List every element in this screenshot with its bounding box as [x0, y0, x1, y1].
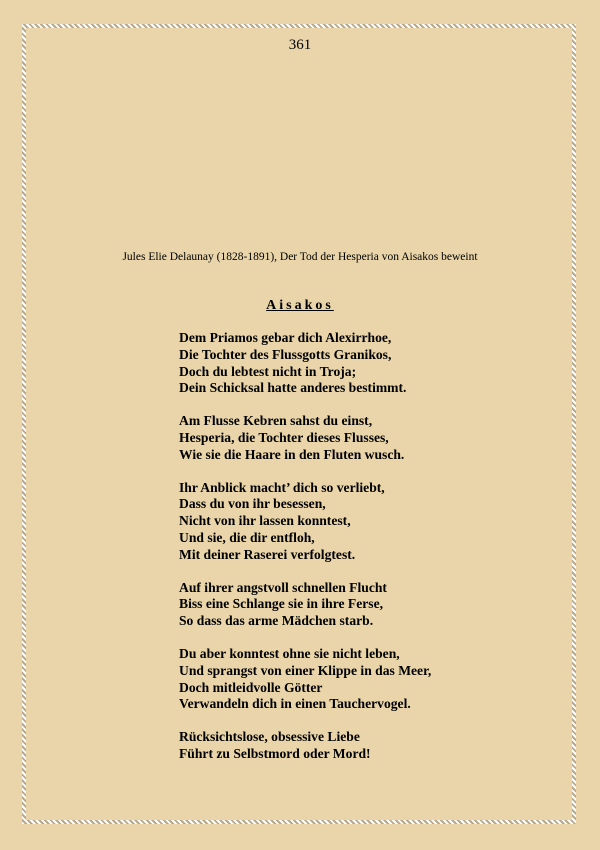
- poem-line: Hesperia, die Tochter dieses Flusses,: [179, 429, 389, 445]
- poem-line: Du aber konntest ohne sie nicht leben,: [179, 645, 400, 661]
- poem-line: Ihr Anblick macht’ dich so verliebt,: [179, 479, 385, 495]
- poem-line: Doch du lebtest nicht in Troja;: [179, 363, 357, 379]
- poem-title: Aisakos: [266, 298, 334, 313]
- poem-line: Dein Schicksal hatte anderes bestimmt.: [179, 380, 407, 396]
- page-number: 361: [288, 37, 312, 53]
- poem-line: Verwandeln dich in einen Tauchervogel.: [179, 696, 411, 712]
- poem-line: Dem Priamos gebar dich Alexirrhoe,: [179, 330, 392, 345]
- poem-line: Doch mitleidvolle Götter: [179, 679, 323, 695]
- poem-line: Die Tochter des Flussgotts Granikos,: [179, 346, 392, 362]
- stanza: [179, 729, 559, 763]
- poem-line: So dass das arme Mädchen starb.: [179, 613, 374, 629]
- poem-line: Am Flusse Kebren sahst du einst,: [179, 413, 373, 429]
- poem-line: Rücksichtslose, obsessive Liebe: [179, 729, 360, 745]
- poem-line: Und sprangst von einer Klippe in das Meer,: [179, 662, 432, 678]
- poem-line: Führt zu Selbstmord oder Mord!: [179, 745, 371, 761]
- stanza: [179, 413, 559, 463]
- poem-body: [179, 330, 559, 779]
- poem-line: Biss eine Schlange sie in ihre Ferse,: [179, 596, 384, 612]
- poem-line: Mit deiner Raserei verfolgtest.: [179, 546, 356, 562]
- poem-line: Auf ihrer angstvoll schnellen Flucht: [179, 579, 387, 595]
- poem-line: Nicht von ihr lassen konntest,: [179, 513, 351, 529]
- stanza: [179, 330, 559, 397]
- stanza: [179, 480, 559, 564]
- poem-line: Wie sie die Haare in den Fluten wusch.: [179, 446, 405, 462]
- poem-line: Dass du von ihr besessen,: [179, 496, 326, 512]
- poem-line: Und sie, die dir entfloh,: [179, 529, 315, 545]
- image-caption: Jules Elie Delaunay (1828-1891), Der Tod der Hesperia von Aisakos beweint: [122, 251, 478, 263]
- stanza: [179, 580, 559, 630]
- stanza: [179, 646, 559, 713]
